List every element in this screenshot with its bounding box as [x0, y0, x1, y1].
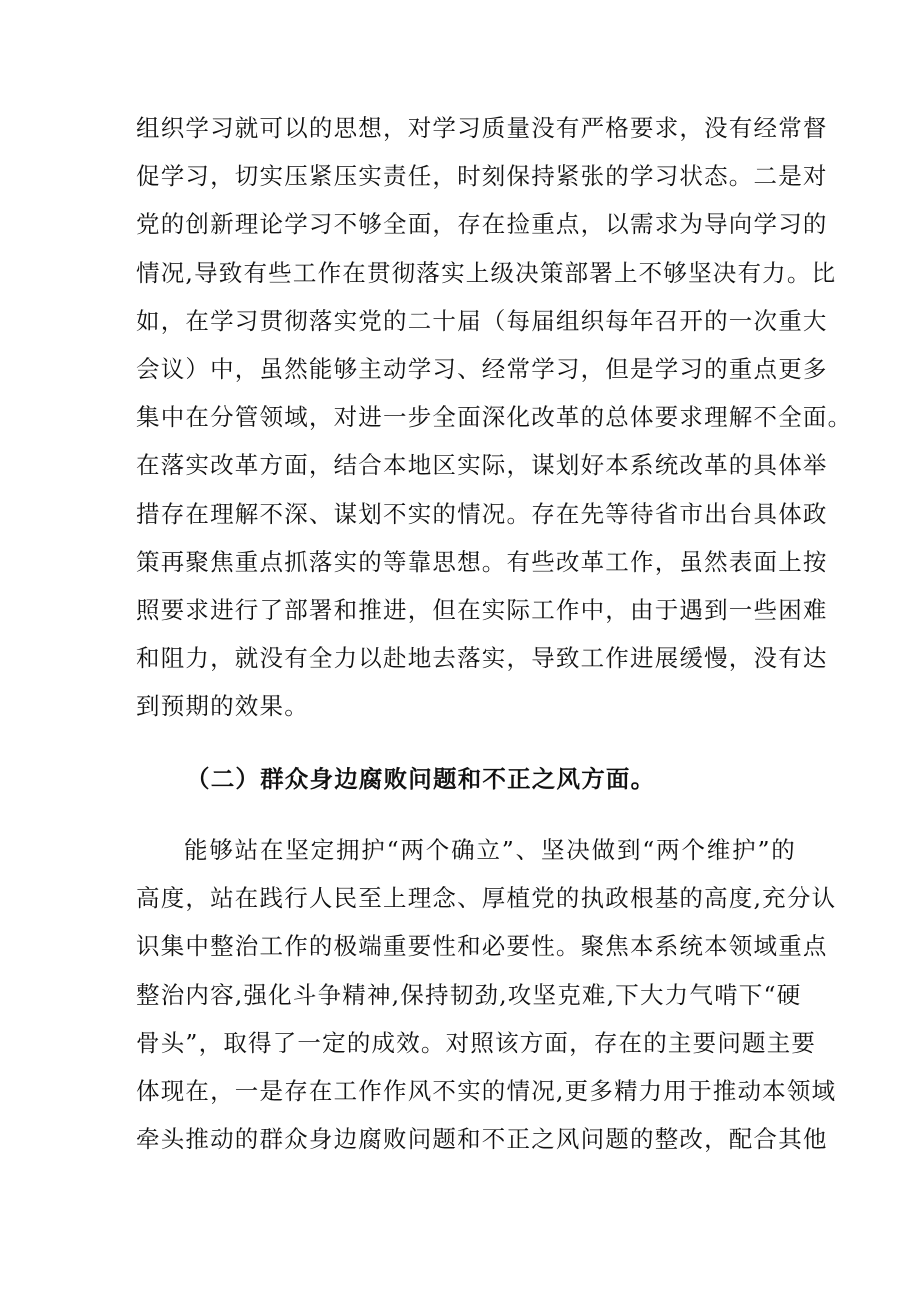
text-line: 措存在理解不深、谋划不实的情况。存在先等待省市出台具体政 [136, 499, 828, 528]
text-line: 集中在分管领域，对进一步全面深化改革的总体要求理解不全面。 [136, 403, 853, 432]
text-line-last: 到预期的效果。 [136, 692, 309, 721]
text-line: 牵头推动的群众身边腐败问题和不正之风问题的整改，配合其他 [136, 1125, 828, 1154]
text-line: 如，在学习贯彻落实党的二十届（每届组织每年召开的一次重大 [136, 306, 828, 335]
text-line: 情况,导致有些工作在贯彻落实上级决策部署上不够坚决有力。比 [136, 258, 837, 287]
paragraph-corruption-issues [136, 826, 837, 1163]
paragraph-study-issues [136, 104, 853, 730]
text-line: 在落实改革方面，结合本地区实际，谋划好本系统改革的具体举 [136, 451, 828, 480]
text-line: 高度，站在践行人民至上理念、厚植党的执政根基的高度,充分认 [136, 884, 837, 913]
text-line: 和阻力，就没有全力以赴地去落实，导致工作进展缓慢，没有达 [136, 644, 828, 673]
text-line: 整治内容,强化斗争精神,保持韧劲,攻坚克难,下大力气啃下“硬 [136, 980, 802, 1009]
section-heading: （二）群众身边腐败问题和不正之风方面。 [186, 765, 656, 793]
text-line: 体现在，一是存在工作作风不实的情况,更多精力用于推动本领域 [136, 1076, 837, 1105]
text-line: 党的创新理论学习不够全面，存在捡重点，以需求为导向学习的 [136, 210, 828, 239]
text-line: 识集中整治工作的极端重要性和必要性。聚焦本系统本领域重点 [136, 932, 828, 961]
text-line: 策再聚焦重点抓落实的等靠思想。有些改革工作，虽然表面上按 [136, 547, 828, 576]
text-line: 会议）中，虽然能够主动学习、经常学习，但是学习的重点更多 [136, 354, 828, 383]
text-line: 照要求进行了部署和推进，但在实际工作中，由于遇到一些困难 [136, 595, 828, 624]
text-line: 促学习，切实压紧压实责任，时刻保持紧张的学习状态。二是对 [136, 162, 828, 191]
text-line-indented: 能够站在坚定拥护“两个确立”、坚决做到“两个维护”的 [184, 836, 796, 864]
text-line: 骨头”，取得了一定的成效。对照该方面，存在的主要问题主要 [136, 1028, 817, 1057]
text-line: 组织学习就可以的思想，对学习质量没有严格要求，没有经常督 [136, 114, 828, 142]
